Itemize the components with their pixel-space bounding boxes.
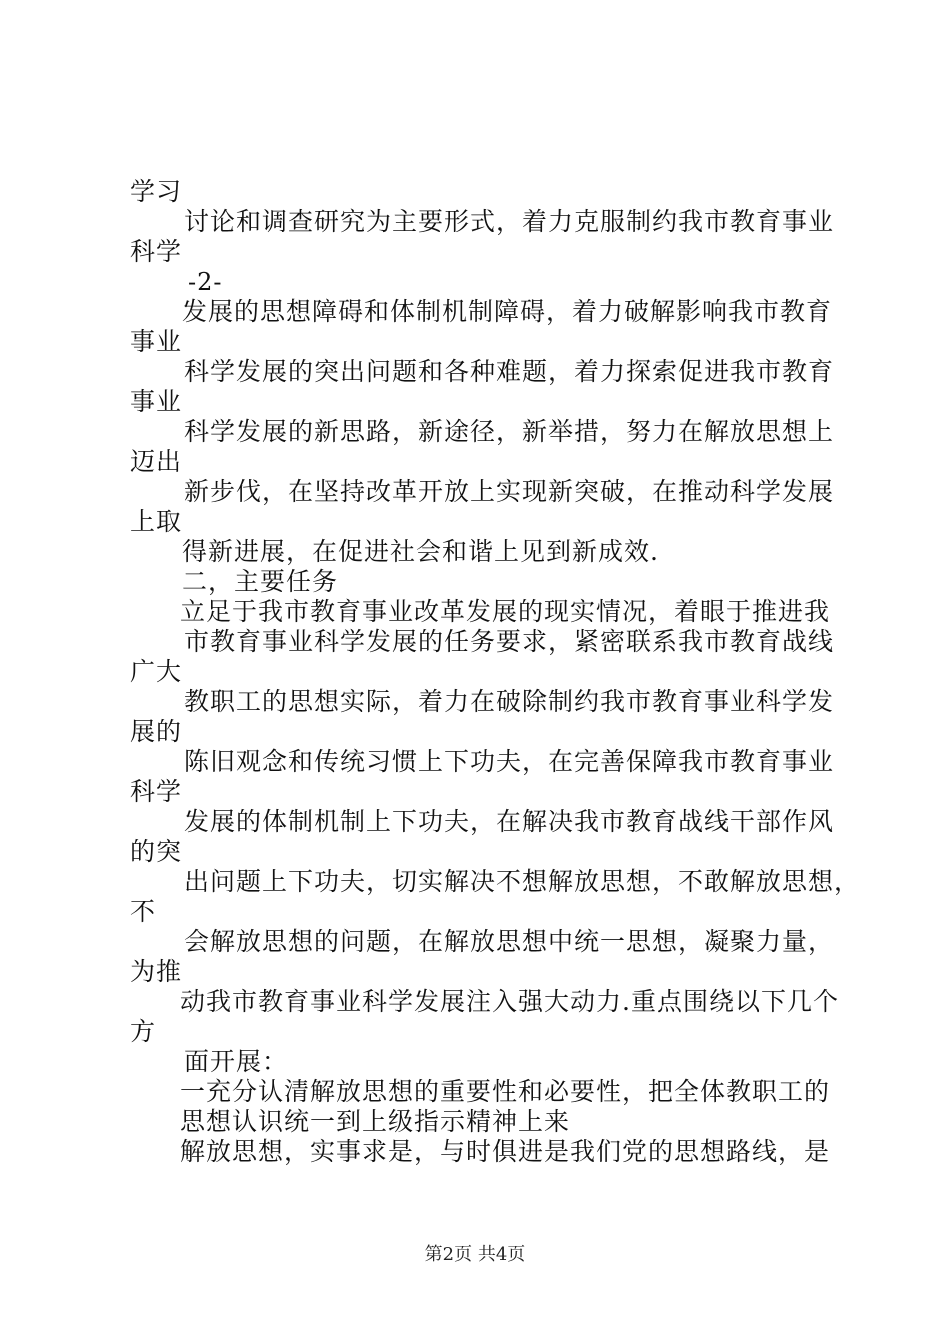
text-line: 迈出: [130, 447, 183, 476]
text-line: 教职工的思想实际，着力在破除制约我市教育事业科学发: [184, 687, 835, 716]
text-line: 陈旧观念和传统习惯上下功夫，在完善保障我市教育事业: [184, 747, 835, 776]
text-line: 科学: [130, 777, 183, 806]
text-line: 得新进展，在促进社会和谐上见到新成效.: [182, 537, 659, 566]
text-line: 事业: [130, 327, 183, 356]
text-line: 会解放思想的问题，在解放思想中统一思想，凝聚力量，: [184, 927, 835, 956]
section-heading: 二，主要任务: [182, 567, 339, 596]
page-footer: 第2页 共4页: [424, 1244, 526, 1265]
text-line: 发展的思想障碍和体制机制障碍，着力破解影响我市教育: [182, 297, 833, 326]
subsection-heading: 一充分认清解放思想的重要性和必要性，把全体教职工的: [180, 1077, 831, 1106]
text-line: 新步伐，在坚持改革开放上实现新突破，在推动科学发展: [184, 477, 835, 506]
text-line: 学习: [130, 177, 183, 206]
page-number-marker: -2-: [188, 268, 223, 296]
text-line: 方: [130, 1017, 157, 1046]
text-line: 事业: [130, 387, 183, 416]
text-line: 不: [130, 897, 157, 926]
text-line: 科学: [130, 237, 183, 266]
text-line: 出问题上下功夫，切实解决不想解放思想，不敢解放思想，: [184, 867, 861, 896]
text-line: 讨论和调查研究为主要形式，着力克服制约我市教育事业: [184, 207, 835, 236]
text-line: 动我市教育事业科学发展注入强大动力.重点围绕以下几个: [180, 987, 839, 1016]
text-line: 面开展：: [184, 1047, 289, 1076]
text-line: 的突: [130, 837, 183, 866]
subsection-heading: 思想认识统一到上级指示精神上来: [180, 1107, 571, 1136]
text-line: 解放思想，实事求是，与时俱进是我们党的思想路线，是: [180, 1137, 831, 1166]
text-line: 上取: [130, 507, 183, 536]
text-line: 为推: [130, 957, 183, 986]
text-line: 市教育事业科学发展的任务要求，紧密联系我市教育战线: [184, 627, 835, 656]
text-line: 发展的体制机制上下功夫，在解决我市教育战线干部作风: [184, 807, 835, 836]
text-line: 科学发展的新思路，新途径，新举措，努力在解放思想上: [184, 417, 835, 446]
text-line: 立足于我市教育事业改革发展的现实情况，着眼于推进我: [180, 597, 831, 626]
text-line: 广大: [130, 657, 183, 686]
text-line: 展的: [130, 717, 183, 746]
text-line: 科学发展的突出问题和各种难题，着力探索促进我市教育: [184, 357, 835, 386]
